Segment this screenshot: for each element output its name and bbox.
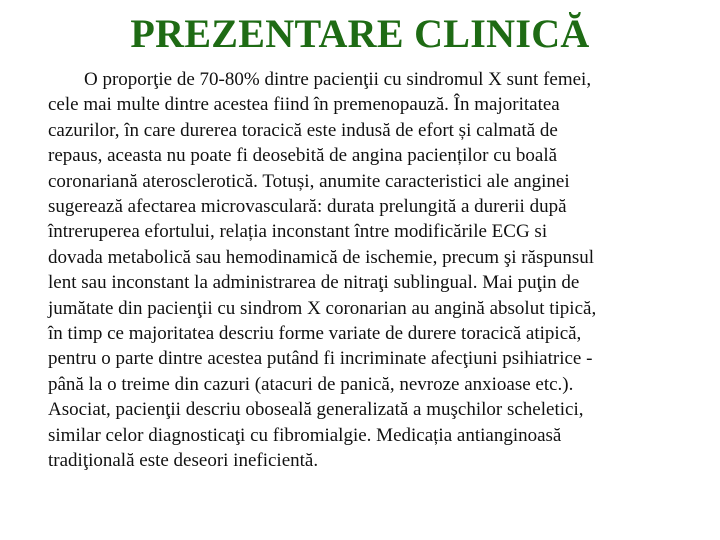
slide-title: PREZENTARE CLINICĂ: [130, 11, 590, 56]
paragraph-line: tradiţională este deseori ineficientă.: [48, 450, 319, 472]
body-paragraph: [48, 67, 688, 474]
paragraph-line: Asociat, pacienţii descriu oboseală generalizată a muşchilor scheletici,: [48, 399, 584, 421]
paragraph-line: coronariană aterosclerotică. Totuși, anumite caracteristici ale anginei: [48, 170, 570, 192]
paragraph-line: O proporţie de 70-80% dintre pacienţii cu sindromul X sunt femei,: [84, 69, 592, 90]
paragraph-line: sugerează afectarea microvasculară: durata prelungită a durerii după: [48, 196, 567, 218]
paragraph-line: dovada metabolică sau hemodinamică de ischemie, precum şi răspunsul: [48, 246, 595, 268]
paragraph-line: jumătate din pacienţii cu sindrom X coronarian au angină absolut tipică,: [48, 297, 597, 319]
paragraph-line: în timp ce majoritatea descriu forme variate de durere toracică atipică,: [48, 323, 582, 345]
paragraph-line: similar celor diagnosticaţi cu fibromialgie. Medicația antianginoasă: [48, 424, 562, 446]
paragraph-line: până la o treime din cazuri (atacuri de panică, nevroze anxioase etc.).: [48, 373, 574, 395]
paragraph-line: repaus, aceasta nu poate fi deosebită de angina pacienților cu boală: [48, 145, 558, 167]
paragraph-line: pentru o parte dintre acestea putând fi incriminate afecţiuni psihiatrice -: [48, 348, 593, 370]
paragraph-line: cele mai multe dintre acestea fiind în premenopauză. În majoritatea: [48, 94, 560, 116]
paragraph-line: cazurilor, în care durerea toracică este indusă de efort și calmată de: [48, 119, 558, 141]
paragraph-line: lent sau inconstant la administrarea de nitraţi sublingual. Mai puţin de: [48, 272, 580, 294]
paragraph-line: întreruperea efortului, relația inconstant între modificările ECG si: [48, 221, 548, 243]
